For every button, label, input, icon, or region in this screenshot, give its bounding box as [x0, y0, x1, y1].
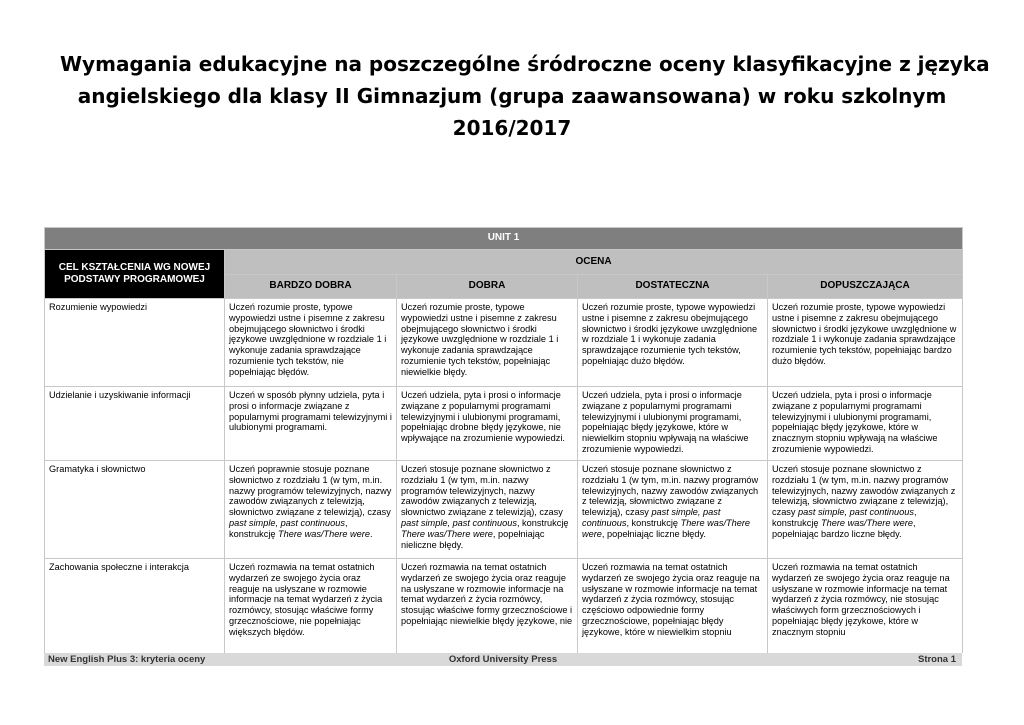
criteria-cell: Uczeń rozumie proste, typowe wypowiedzi ustne i pisemne z zakresu obejmującego słownictwo i środki językowe uwzględnione w rozdziale 1 i wykonuje zadania sprawdzające rozumienie tych tekstów, popełniając bardzo dużo błędów. — [768, 299, 963, 387]
criteria-cell: Uczeń rozumie proste, typowe wypowiedzi ustne i pisemne z zakresu obejmującego słownictwo i środki językowe uwzględnione w rozdziale 1 i wykonuje zadania sprawdzające rozumienie tych tekstów, popełniając niewielkie błędy. — [397, 299, 578, 387]
criteria-cell: Uczeń rozmawia na temat ostatnich wydarzeń ze swojego życia oraz reaguje na usłyszane w rozmowie informacje na temat wydarzeń z życia rozmówcy, nie stosując właściwych form grzecznościowych i popełniając błędy językowe, które w znacznym stopniu — [768, 559, 963, 654]
level-header: DOBRA — [397, 275, 578, 299]
level-header: BARDZO DOBRA — [225, 275, 397, 299]
footer-left: New English Plus 3: kryteria oceny — [48, 654, 206, 665]
title-line-1: Wymagania edukacyjne na poszczególne śródroczne oceny klasyfikacyjne z języka — [60, 52, 990, 76]
criteria-cell: Uczeń stosuje poznane słownictwo z rozdziału 1 (w tym, m.in. nazwy programów telewizyjnych, nazwy zawodów związanych z telewizją, słownictwo związane z telewizją), czasy past simple, past continuous, konstrukcję There was/There were, popełniając nieliczne błędy. — [397, 461, 578, 559]
criteria-cell: Uczeń w sposób płynny udziela, pyta i prosi o informacje związane z popularnymi programami telewizyjnymi i ulubionymi programami. — [225, 387, 397, 461]
criteria-cell: Uczeń udziela, pyta i prosi o informacje związane z popularnymi programami telewizyjnymi i ulubionymi programami, popełniając błędy językowe, które w niewielkim stopniu wpływają na właściwe zrozumienie wypowiedzi. — [578, 387, 768, 461]
footer-page-number: Strona 1 — [917, 654, 956, 665]
skill-cell: Zachowania społeczne i interakcja — [45, 559, 225, 654]
unit-header: UNIT 1 — [45, 228, 963, 250]
cel-header: CEL KSZTAŁCENIA WG NOWEJ PODSTAWY PROGRAMOWEJ — [45, 250, 225, 299]
skill-cell: Rozumienie wypowiedzi — [45, 299, 225, 387]
ocena-header: OCENA — [225, 250, 963, 275]
criteria-cell: Uczeń rozmawia na temat ostatnich wydarzeń ze swojego życia oraz reaguje na usłyszane w rozmowie informacje na temat wydarzeń z życia rozmówcy, stosując właściwe formy grzecznościowe i popełniając niewielkie błędy językowe, nie — [397, 559, 578, 654]
criteria-cell: Uczeń stosuje poznane słownictwo z rozdziału 1 (w tym, m.in. nazwy programów telewizyjnych, nazwy zawodów związanych z telewizją, słownictwo związane z telewizją), czasy past simple, past continuous, konstrukcję There was/There were, popełniając bardzo liczne błędy. — [768, 461, 963, 559]
page-footer — [44, 653, 962, 666]
title-line-2: angielskiego dla klasy II Gimnazjum (grupa zaawansowana) w roku szkolnym — [77, 84, 947, 108]
criteria-cell: Uczeń rozumie proste, typowe wypowiedzi ustne i pisemne z zakresu obejmującego słownictwo i środki językowe uwzględnione w rozdziale 1 i wykonuje zadania sprawdzające rozumienie tych tekstów, popełniając dużo błędów. — [578, 299, 768, 387]
criteria-cell: Uczeń stosuje poznane słownictwo z rozdziału 1 (w tym, m.in. nazwy programów telewizyjnych, nazwy zawodów związanych z telewizją, słownictwo związane z telewizją), czasy past simple, past continuous, konstrukcję There was/There were, popełniając liczne błędy. — [578, 461, 768, 559]
table-row — [45, 387, 963, 461]
requirements-table — [44, 227, 963, 653]
criteria-cell: Uczeń rozmawia na temat ostatnich wydarzeń ze swojego życia oraz reaguje na usłyszane w rozmowie informacje na temat wydarzeń z życia rozmówcy, stosując częściowo odpowiednie formy grzecznościowe, popełniając błędy językowe, które w niewielkim stopniu — [578, 559, 768, 654]
level-header: DOSTATECZNA — [578, 275, 768, 299]
skill-cell: Udzielanie i uzyskiwanie informacji — [45, 387, 225, 461]
criteria-cell: Uczeń udziela, pyta i prosi o informacje związane z popularnymi programami telewizyjnymi i ulubionymi programami, popełniając błędy językowe, które w znacznym stopniu wpływają na właściwe zrozumienie wypowiedzi. — [768, 387, 963, 461]
criteria-cell: Uczeń rozmawia na temat ostatnich wydarzeń ze swojego życia oraz reaguje na usłyszane w rozmowie informacje na temat wydarzeń z życia rozmówcy, stosując właściwe formy grzecznościowe, nie popełniając większych błędów. — [225, 559, 397, 654]
criteria-cell: Uczeń poprawnie stosuje poznane słownictwo z rozdziału 1 (w tym, m.in. nazwy programów telewizyjnych, nazwy zawodów związanych z telewizją, słownictwo związane z telewizją), czasy past simple, past continuous, konstrukcję There was/There were. — [225, 461, 397, 559]
footer-center: Oxford University Press — [448, 654, 558, 665]
level-header: DOPUSZCZAJĄCA — [768, 275, 963, 299]
table-row — [45, 559, 963, 654]
table-row — [45, 461, 963, 559]
title-line-3: 2016/2017 — [452, 116, 572, 140]
table-row — [45, 299, 963, 387]
skill-cell: Gramatyka i słownictwo — [45, 461, 225, 559]
criteria-cell: Uczeń udziela, pyta i prosi o informacje związane z popularnymi programami telewizyjnymi i ulubionymi programami, popełniając drobne błędy językowe, nie wpływające na zrozumienie wypowiedzi. — [397, 387, 578, 461]
criteria-cell: Uczeń rozumie proste, typowe wypowiedzi ustne i pisemne z zakresu obejmującego słownictwo i środki językowe uwzględnione w rozdziale 1 i wykonuje zadania sprawdzające rozumienie tych tekstów, nie popełniając błędów. — [225, 299, 397, 387]
